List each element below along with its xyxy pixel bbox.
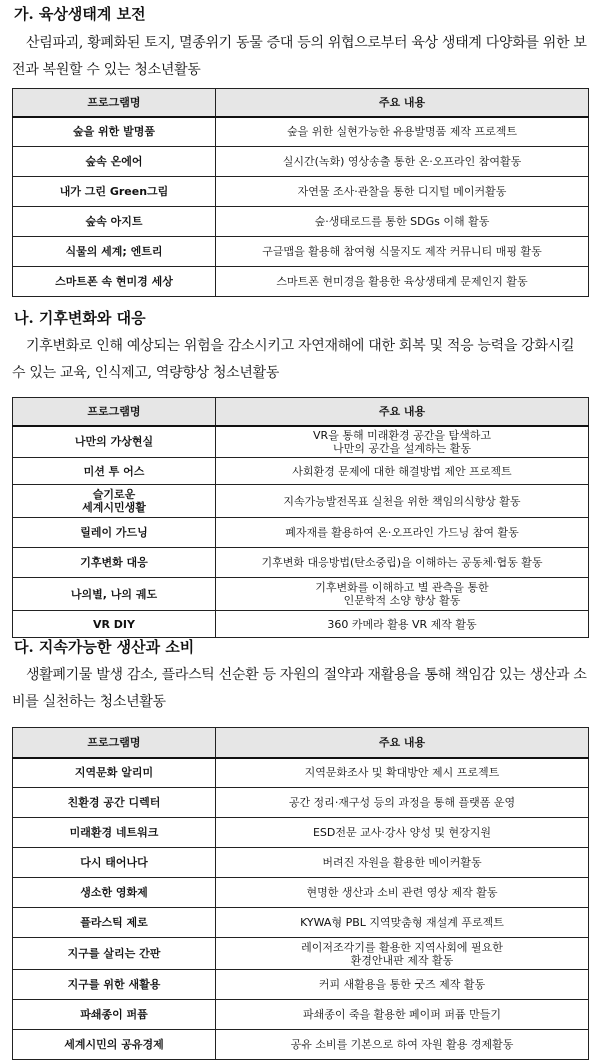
header-main-content: 주요 내용 [216, 89, 589, 117]
header-main-content: 주요 내용 [216, 728, 589, 758]
program-content: 현명한 생산과 소비 관련 영상 제작 활동 [216, 878, 589, 908]
section-description [12, 662, 588, 716]
header-program-name: 프로그램명 [13, 89, 216, 117]
program-name: 숲속 온에어 [13, 147, 216, 177]
program-content: 파쇄종이 죽을 활용한 페이퍼 퍼퓸 만들기 [216, 1000, 589, 1030]
section-description-text: 기후변화로 인해 예상되는 위험을 감소시키고 자연재해에 대한 회복 및 적응 능력을 강화시킬 수 있는 교육, 인식제고, 역량향상 청소년활동 [12, 338, 575, 381]
program-name: 다시 태어나다 [13, 848, 216, 878]
program-content: 숲을 위한 실현가능한 유용발명품 제작 프로젝트 [216, 117, 589, 147]
program-name: 파쇄종이 퍼퓸 [13, 1000, 216, 1030]
program-content [216, 578, 589, 611]
table-row [13, 485, 589, 518]
section-description [12, 30, 588, 84]
table-header-row [13, 398, 589, 426]
table-header-row [13, 89, 589, 117]
program-name: 식물의 세계; 엔트리 [13, 237, 216, 267]
program-name: 내가 그린 Green그림 [13, 177, 216, 207]
table-row [13, 788, 589, 818]
program-name: 지역문화 알리미 [13, 758, 216, 788]
program-name: 플라스틱 제로 [13, 908, 216, 938]
table-row [13, 518, 589, 548]
program-name: 미션 투 어스 [13, 458, 216, 485]
program-content: 자연물 조사·관찰을 통한 디지털 메이커활동 [216, 177, 589, 207]
program-content: 숲·생태로드를 통한 SDGs 이해 활동 [216, 207, 589, 237]
program-content: 구글맵을 활용해 참여형 식물지도 제작 커뮤니티 매핑 활동 [216, 237, 589, 267]
section-title: 가. 육상생태계 보전 [14, 5, 146, 23]
content-line-1: VR을 통해 미래환경 공간을 탐색하고 [313, 428, 491, 442]
content-line-1: 기후변화를 이해하고 별 관측을 통한 [315, 581, 489, 594]
program-name: 릴레이 가드닝 [13, 518, 216, 548]
table-row [13, 177, 589, 207]
name-line-1: 슬기로운 [92, 488, 136, 501]
section-description [12, 333, 588, 387]
program-name: 생소한 영화제 [13, 878, 216, 908]
table-row [13, 818, 589, 848]
table-row [13, 908, 589, 938]
table-row [13, 207, 589, 237]
name-line-2: 세계시민생활 [82, 501, 146, 514]
content-line-2: 인문학적 소양 향상 활동 [343, 594, 461, 607]
program-content: 지역문화조사 및 확대방안 제시 프로젝트 [216, 758, 589, 788]
table-row [13, 578, 589, 611]
header-main-content: 주요 내용 [216, 398, 589, 426]
table-row [13, 938, 589, 970]
program-content: 360 카메라 활용 VR 제작 활동 [216, 611, 589, 638]
table-row [13, 1000, 589, 1030]
section-description-text: 생활폐기물 발생 감소, 플라스틱 선순환 등 자원의 절약과 재활용을 통해 책임감 있는 생산과 소비를 실천하는 청소년활동 [12, 667, 587, 710]
program-table [12, 397, 589, 638]
program-content: 버려진 자원을 활용한 메이커활동 [216, 848, 589, 878]
program-content: KYWA형 PBL 지역맞춤형 재설계 푸로젝트 [216, 908, 589, 938]
program-table [12, 88, 589, 297]
header-program-name: 프로그램명 [13, 398, 216, 426]
program-name: 나만의 가상현실 [13, 426, 216, 458]
program-name: VR DIY [13, 611, 216, 638]
program-name: 지구를 살리는 간판 [13, 938, 216, 970]
table-row [13, 970, 589, 1000]
program-name: 세계시민의 공유경제 [13, 1030, 216, 1060]
program-content: 지속가능발전목표 실천을 위한 책임의식향상 활동 [216, 485, 589, 518]
program-name: 스마트폰 속 현미경 세상 [13, 267, 216, 297]
table-row [13, 878, 589, 908]
program-content: 기후변화 대응방법(탄소중립)을 이해하는 공동체·협동 활동 [216, 548, 589, 578]
program-content: 커피 새활용을 통한 굿즈 제작 활동 [216, 970, 589, 1000]
program-name: 미래환경 네트워크 [13, 818, 216, 848]
table-row [13, 237, 589, 267]
program-content: 폐자재를 활용하여 온·오프라인 가드닝 참여 활동 [216, 518, 589, 548]
content-line-1: 레이저조각기를 활용한 지역사회에 필요한 [301, 940, 503, 954]
program-content: 실시간(녹화) 영상송출 통한 온·오프라인 참여활동 [216, 147, 589, 177]
section-title: 다. 지속가능한 생산과 소비 [14, 638, 195, 656]
program-name: 지구를 위한 새활용 [13, 970, 216, 1000]
table-row [13, 426, 589, 458]
table-row [13, 548, 589, 578]
table-row [13, 611, 589, 638]
table-row [13, 1030, 589, 1060]
program-name: 숲속 아지트 [13, 207, 216, 237]
program-name: 숲을 위한 발명품 [13, 117, 216, 147]
section-description-text: 산림파괴, 황폐화된 토지, 멸종위기 동물 증대 등의 위협으로부터 육상 생태계 다양화를 위한 보전과 복원할 수 있는 청소년활동 [12, 35, 587, 78]
program-content [216, 938, 589, 970]
program-name: 기후변화 대응 [13, 548, 216, 578]
program-content [216, 426, 589, 458]
table-row [13, 147, 589, 177]
program-name [13, 485, 216, 518]
table-row [13, 848, 589, 878]
program-content: 공유 소비를 기본으로 하여 자원 활용 경제활동 [216, 1030, 589, 1060]
program-content: 사회환경 문제에 대한 해결방법 제안 프로젝트 [216, 458, 589, 485]
table-header-row [13, 728, 589, 758]
program-content: 스마트폰 현미경을 활용한 육상생태계 문제인지 활동 [216, 267, 589, 297]
section-title: 나. 기후변화와 대응 [14, 309, 146, 327]
table-row [13, 758, 589, 788]
program-name: 친환경 공간 디렉터 [13, 788, 216, 818]
header-program-name: 프로그램명 [13, 728, 216, 758]
table-row [13, 117, 589, 147]
content-line-2: 나만의 공간을 설계하는 활동 [332, 441, 471, 455]
content-line-2: 환경안내판 제작 활동 [350, 953, 454, 967]
table-row [13, 458, 589, 485]
program-content: ESD전문 교사·강사 양성 및 현장지원 [216, 818, 589, 848]
program-name: 나의별, 나의 궤도 [13, 578, 216, 611]
program-content: 공간 정리·재구성 등의 과정을 통해 플랫폼 운영 [216, 788, 589, 818]
table-row [13, 267, 589, 297]
program-table [12, 727, 589, 1060]
